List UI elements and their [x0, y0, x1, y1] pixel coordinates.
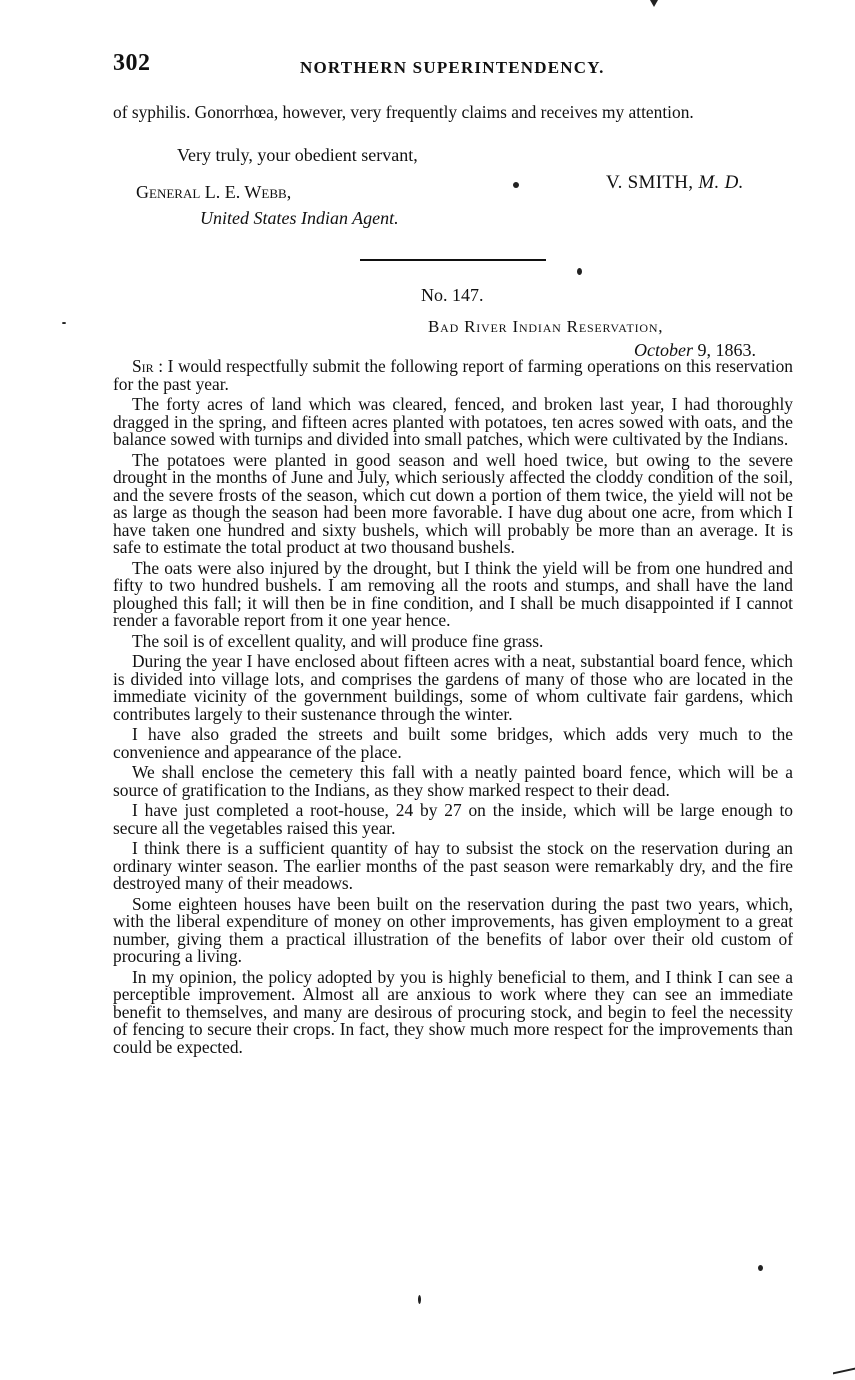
- report-paragraph: The forty acres of land which was cleared, fenced, and broken last year, I had thoroughly dragged in the spring, and fifteen acres planted with potatoes, ten acres sowed with oats, and the balance sowed with turnips and divided into small patches, which were cultivated by the Indians.: [113, 394, 793, 449]
- ink-speck: [418, 1295, 421, 1304]
- addressee-title: United States Indian Agent.: [200, 208, 399, 228]
- document-number: No. 147.: [421, 285, 484, 305]
- report-paragraph: The soil is of excellent quality, and will produce fine grass.: [132, 630, 544, 651]
- addressee: General L. E. Webb,: [136, 182, 292, 202]
- running-title: NORTHERN SUPERINTENDENCY.: [300, 58, 605, 77]
- ink-speck: [758, 1265, 763, 1271]
- signature-name: V. SMITH,: [606, 172, 694, 193]
- continuation-paragraph: of syphilis. Gonorrhœa, however, very frequently claims and receives my attention.: [113, 102, 694, 122]
- continuation-block: [113, 104, 793, 125]
- date-month: October: [634, 340, 693, 360]
- report-paragraph: The potatoes were planted in good season and well hoed twice, but owing to the severe drought in the months of June and July, which seriously affected the cloddy condition of the soil, and the severe frosts of the season, which cut down a portion of them twice, the yield will not be as large as though the season had been more favorable. I have dug about one acre, from which I have taken one hundred and sixty bushels, which will probably be more than an average. It is safe to estimate the total product at two thousand bushels.: [113, 449, 793, 557]
- salutation: Sir :: [132, 356, 164, 376]
- paragraph-text: I would respectfully submit the following report of farming operations on this reservation for the past year.: [113, 356, 793, 394]
- date-day-year: 9, 1863.: [697, 340, 756, 360]
- scan-mark: [650, 0, 658, 7]
- report-paragraph: The oats were also injured by the drought, but I think the yield will be from one hundred and fifty to two hundred bushels. I am removing all the roots and stumps, and shall have the land ploughed this fall; it will then be in fine condition, and I shall be much disappointed if I cannot render a favorable report from it one year hence.: [113, 557, 793, 630]
- report-paragraph: In my opinion, the policy adopted by you is highly beneficial to them, and I think I can see a perceptible improvement. Almost all are anxious to work where they can see an immediate benefit to themselves, and many are desirous of procuring stock, and begin to feel the necessity of fencing to secure their crops. In fact, they show much more respect for the improvements than could be expected.: [113, 966, 793, 1057]
- ink-speck: [513, 182, 519, 188]
- signature: [606, 172, 744, 194]
- report-paragraph: I think there is a sufficient quantity of hay to subsist the stock on the reservation during an ordinary winter season. The earlier months of the past season were remarkably dry, and the fire destroyed many of their meadows.: [113, 838, 793, 893]
- scan-edge-mark: [833, 1354, 855, 1375]
- ink-speck: [577, 268, 582, 275]
- report-paragraph: I have also graded the streets and built some bridges, which adds very much to the convenience and appearance of the place.: [113, 724, 793, 762]
- report-body: [113, 358, 793, 1059]
- report-paragraph: [113, 358, 793, 393]
- ink-speck: [62, 322, 66, 324]
- section-divider: [360, 259, 546, 261]
- letter-closing: Very truly, your obedient servant,: [177, 145, 418, 165]
- report-paragraph: We shall enclose the cemetery this fall with a neatly painted board fence, which will be a source of gratification to the Indians, as they show marked respect to their dead.: [113, 762, 793, 800]
- page-number: 302: [113, 50, 151, 76]
- signature-title: M. D.: [698, 172, 744, 193]
- report-paragraph: I have just completed a root-house, 24 by 27 on the inside, which will be large enough to secure all the vegetables raised this year.: [113, 800, 793, 838]
- report-paragraph: Some eighteen houses have been built on the reservation during the past two years, which, with the liberal expenditure of money on other improvements, has given employment to a great number, giving them a practical illustration of the benefits of labor over their old custom of procuring a living.: [113, 893, 793, 966]
- report-paragraph: During the year I have enclosed about fifteen acres with a neat, substantial board fence, which is divided into village lots, and comprises the gardens of many of those who are located in the immediate vicinity of the government buildings, some of whom cultivate fair gardens, which contributes largely to their sustenance through the winter.: [113, 651, 793, 724]
- letter-location: Bad River Indian Reservation,: [428, 317, 664, 336]
